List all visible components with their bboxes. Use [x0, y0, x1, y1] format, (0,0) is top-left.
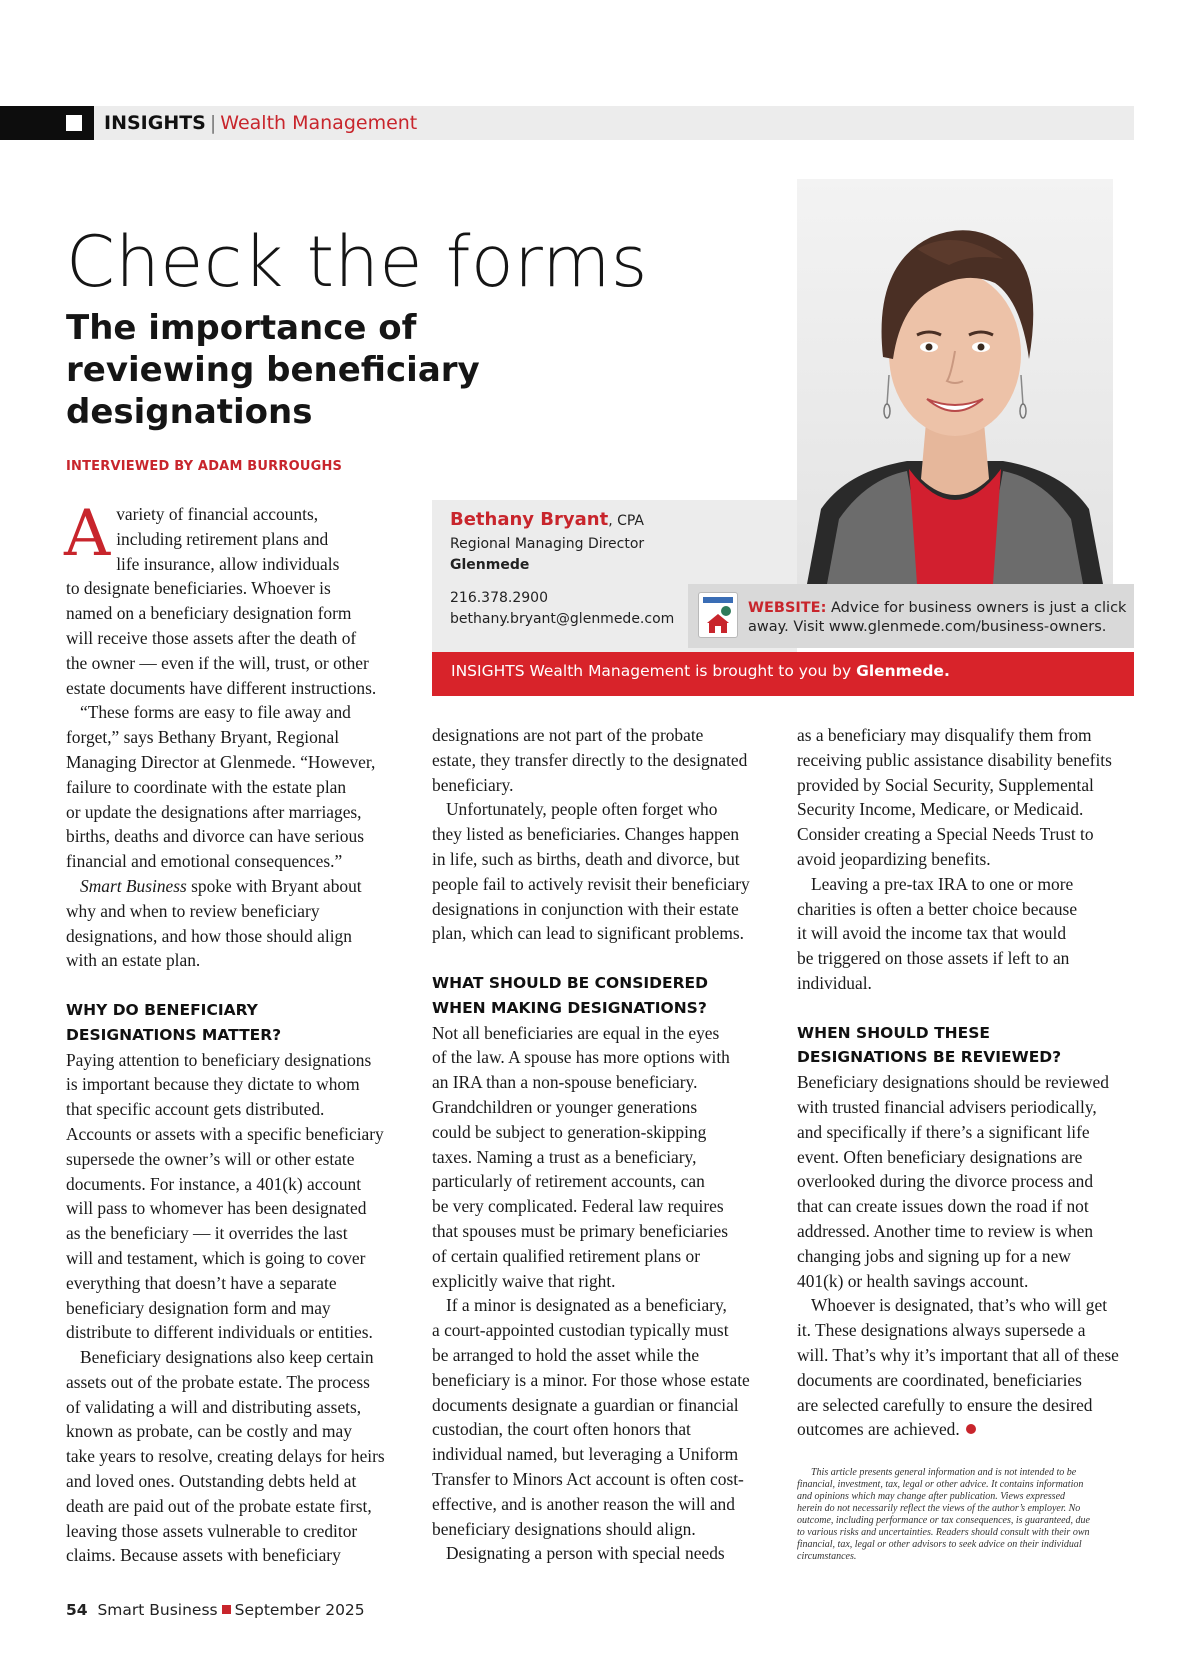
text-line: are selected carefully to ensure the desired	[797, 1394, 1093, 1415]
text-line: will. That’s why it’s important that all of these	[797, 1344, 1119, 1365]
text-line: be triggered on those assets if left to an	[797, 948, 1070, 969]
profile-title: Regional Managing Director	[450, 536, 645, 552]
sponsor-text: INSIGHTS Wealth Management is brought to you by	[451, 662, 857, 680]
text-line: charities is often a better choice because	[797, 898, 1078, 919]
text-line: why and when to review beneficiary	[66, 900, 320, 921]
section-category: Wealth Management	[220, 112, 418, 134]
publication-name: Smart Business	[97, 1601, 218, 1619]
text-line: will receive those assets after the death of	[66, 627, 357, 648]
text-line: will and testament, which is going to cover	[66, 1247, 366, 1268]
text-line: “These forms are easy to file away and	[80, 702, 351, 723]
profile-credential: , CPA	[608, 513, 645, 529]
text-line: Leaving a pre-tax IRA to one or more	[811, 873, 1074, 894]
text-line: claims. Because assets with beneficiary	[66, 1545, 341, 1566]
text-line: to designate beneficiaries. Whoever is	[66, 578, 331, 599]
text-line: designations in conjunction with their estate	[432, 898, 739, 919]
text-line: beneficiary designation form and may	[66, 1297, 331, 1318]
website-text-line1: Advice for business owners is just a click	[831, 600, 1127, 616]
issue-date: September 2025	[234, 1601, 365, 1619]
text-line: documents designate a guardian or financial	[432, 1394, 739, 1415]
portrait-photo	[797, 179, 1113, 584]
text-line: be arranged to hold the asset while the	[432, 1344, 700, 1365]
text-line: death are paid out of the probate estate first,	[66, 1495, 372, 1516]
footer-square-icon	[222, 1605, 231, 1614]
text-line: could be subject to generation-skipping	[432, 1121, 707, 1142]
text-line: explicitly waive that right.	[432, 1270, 616, 1291]
disclaimer-line: herein do not necessarily reflect the views of the author’s employer. No	[797, 1503, 1081, 1514]
text-line: everything that doesn’t have a separate	[66, 1272, 337, 1293]
text-line: including retirement plans and	[116, 528, 329, 549]
disclaimer-line: This article presents general information and is not intended to be	[811, 1467, 1077, 1478]
section-bar	[0, 106, 1134, 140]
text-line: in life, such as births, death and divorce, but	[432, 848, 740, 869]
article-column-1	[64, 497, 411, 1568]
text-line: that spouses must be primary beneficiaries	[432, 1220, 729, 1241]
text-line: avoid jeopardizing benefits.	[797, 848, 991, 869]
section-separator: |	[209, 112, 217, 134]
text-line: Security Income, Medicare, or Medicaid.	[797, 799, 1084, 820]
disclaimer-line: and opinions which may change after publication. Views expressed	[797, 1491, 1066, 1502]
page-footer	[66, 1601, 365, 1619]
text-line: Not all beneficiaries are equal in the eyes	[432, 1022, 720, 1043]
text-line: be very complicated. Federal law requires	[432, 1196, 724, 1217]
text-line: people fail to actively revisit their beneficiary	[432, 873, 750, 894]
text-line: event. Often beneficiary designations are	[797, 1146, 1083, 1167]
text-line: an IRA than a non-spouse beneficiary.	[432, 1072, 698, 1093]
text-line: beneficiary.	[432, 774, 514, 795]
text-line: receiving public assistance disability benefits	[797, 749, 1112, 770]
text-line: failure to coordinate with the estate plan	[66, 776, 347, 797]
text-line: Beneficiary designations should be reviewed	[797, 1072, 1109, 1093]
text-line: estate documents have different instructions.	[66, 677, 377, 698]
text-line: Paying attention to beneficiary designations	[66, 1049, 372, 1070]
text-line: supersede the owner’s will or other estate	[66, 1148, 355, 1169]
disclaimer-line: to various risks and uncertainties. Readers should consult with their own	[797, 1527, 1090, 1538]
text-line: beneficiary is a minor. For those whose estate	[432, 1369, 750, 1390]
text-line: distribute to different individuals or entities.	[66, 1322, 373, 1343]
heading-line: WHY DO BENEFICIARY	[66, 1000, 258, 1019]
text-line: overlooked during the divorce process and	[797, 1171, 1094, 1192]
section-heading	[797, 1021, 1142, 1071]
section-label: INSIGHTS	[104, 112, 206, 134]
text-line: of the law. A spouse has more options with	[432, 1047, 730, 1068]
text-line: Managing Director at Glenmede. “However,	[66, 751, 376, 772]
disclaimer	[797, 1467, 1127, 1563]
website-label: WEBSITE:	[748, 600, 827, 616]
subhead: The importance of reviewing beneficiary designations	[66, 308, 480, 432]
text-line: variety of financial accounts,	[116, 504, 319, 524]
text-line: of validating a will and distributing assets,	[66, 1396, 362, 1417]
text-line	[797, 1417, 1142, 1442]
text-line: births, deaths and divorce can have serious	[66, 826, 364, 847]
sponsor-brand: Glenmede.	[856, 662, 950, 680]
text-line: custodian, the court often honors that	[432, 1419, 691, 1440]
website-box	[688, 584, 1134, 648]
text-line: with an estate plan.	[66, 950, 201, 971]
text-line: leaving those assets vulnerable to creditor	[66, 1520, 358, 1541]
heading-line: DESIGNATIONS BE REVIEWED?	[797, 1048, 1062, 1067]
disclaimer-line: financial, investment, tax, legal or other advice. It contains information	[797, 1479, 1084, 1490]
text-line: changing jobs and signing up for a new	[797, 1245, 1071, 1266]
text-line: individual.	[797, 972, 872, 993]
text-line: addressed. Another time to review is when	[797, 1220, 1094, 1241]
text-line: named on a beneficiary designation form	[66, 603, 352, 624]
text-line: as a beneficiary may disqualify them from	[797, 725, 1092, 745]
text-line: with trusted financial advisers periodically,	[797, 1096, 1097, 1117]
text-line: is important because they dictate to whom	[66, 1074, 360, 1095]
text-line: plan, which can lead to significant problems.	[432, 923, 744, 944]
article-column-2	[432, 723, 777, 1566]
text-line	[66, 874, 411, 899]
text-line: known as probate, can be costly and may	[66, 1421, 352, 1442]
square-icon	[66, 115, 82, 131]
text-line: beneficiary designations should align.	[432, 1518, 696, 1539]
portrait-illustration	[797, 179, 1113, 584]
text-line: as the beneficiary — it overrides the last	[66, 1223, 348, 1244]
profile-name: Bethany Bryant	[450, 509, 609, 530]
text-line: Unfortunately, people often forget who	[446, 799, 718, 820]
intro-paragraph	[64, 497, 411, 700]
text-line: designations, and how those should align	[66, 925, 352, 946]
text-line: Designating a person with special needs	[446, 1543, 725, 1564]
text-line: the owner — even if the will, trust, or other	[66, 652, 369, 673]
text-line: life insurance, allow individuals	[116, 553, 340, 574]
website-icon	[698, 592, 738, 638]
page-number: 54	[66, 1601, 88, 1619]
text-line: individual named, but leveraging a Uniform	[432, 1444, 739, 1465]
text-line: they listed as beneficiaries. Changes happen	[432, 824, 740, 845]
heading-line: WHAT SHOULD BE CONSIDERED	[432, 973, 708, 992]
text-line: that specific account gets distributed.	[66, 1099, 325, 1120]
text-line: Transfer to Minors Act account is often cost-	[432, 1468, 744, 1489]
text-line: of certain qualified retirement plans or	[432, 1245, 700, 1266]
text-line: If a minor is designated as a beneficiary,	[446, 1295, 727, 1316]
disclaimer-line: financial, tax, legal or other advisors to seek advice on their individual	[797, 1539, 1082, 1550]
sponsor-bar	[432, 652, 1134, 696]
headline: Check the forms	[66, 221, 648, 303]
text-line: effective, and is another reason the will and	[432, 1493, 735, 1514]
text-line: provided by Social Security, Supplemental	[797, 774, 1094, 795]
text-line: particularly of retirement accounts, can	[432, 1171, 705, 1192]
publication-italic: Smart Business	[80, 875, 187, 896]
profile-name-line	[450, 509, 644, 530]
section-heading	[432, 971, 777, 1021]
text-line: Grandchildren or younger generations	[432, 1096, 698, 1117]
text-line: taxes. Naming a trust as a beneficiary,	[432, 1146, 697, 1167]
website-text	[748, 599, 1128, 637]
text-line: forget,” says Bethany Bryant, Regional	[66, 727, 340, 748]
text-line: take years to resolve, creating delays for heirs	[66, 1446, 385, 1467]
text-line: documents. For instance, a 401(k) account	[66, 1173, 362, 1194]
text-line: assets out of the probate estate. The process	[66, 1371, 370, 1392]
article-column-3	[797, 723, 1142, 1442]
disclaimer-line: outcome, including performance or tax consequences, is guaranteed, due	[797, 1515, 1090, 1526]
text-line: and specifically if there’s a significant life	[797, 1121, 1090, 1142]
heading-line: WHEN SHOULD THESE	[797, 1023, 990, 1042]
text-line: Accounts or assets with a specific beneficiary	[66, 1123, 384, 1144]
text-span: outcomes are achieved.	[797, 1419, 960, 1440]
text-line: documents are coordinated, beneficiaries	[797, 1369, 1082, 1390]
text-line: Consider creating a Special Needs Trust to	[797, 824, 1094, 845]
heading-line: WHEN MAKING DESIGNATIONS?	[432, 998, 707, 1017]
text-line: estate, they transfer directly to the designated	[432, 749, 748, 770]
text-line: financial and emotional consequences.”	[66, 851, 343, 872]
text-line: Whoever is designated, that’s who will get	[811, 1295, 1108, 1316]
profile-phone: 216.378.2900	[450, 590, 548, 606]
text-line: a court-appointed custodian typically must	[432, 1320, 729, 1341]
section-title	[104, 112, 417, 134]
text-line: it. These designations always supersede a	[797, 1320, 1086, 1341]
text-line: and loved ones. Outstanding debts held at	[66, 1471, 357, 1492]
heading-line: DESIGNATIONS MATTER?	[66, 1025, 282, 1044]
byline: INTERVIEWED BY ADAM BURROUGHS	[66, 459, 343, 474]
end-mark-icon	[966, 1424, 976, 1434]
text-line: will pass to whomever has been designated	[66, 1198, 367, 1219]
text-line: Beneficiary designations also keep certain	[80, 1347, 374, 1368]
text-line: or update the designations after marriages,	[66, 801, 362, 822]
profile-email[interactable]: bethany.bryant@glenmede.com	[450, 611, 675, 627]
text-line: designations are not part of the probate	[432, 725, 704, 745]
disclaimer-line: circumstances.	[797, 1551, 857, 1562]
website-text-line2[interactable]: away. Visit www.glenmede.com/business-owners.	[748, 619, 1107, 635]
profile-company: Glenmede	[450, 557, 530, 573]
text-line: that can create issues down the road if not	[797, 1196, 1089, 1217]
text-line: it will avoid the income tax that would	[797, 923, 1067, 944]
dropcap: A	[64, 497, 111, 571]
text-line: 401(k) or health savings account.	[797, 1270, 1029, 1291]
section-heading	[66, 998, 411, 1048]
text-span: spoke with Bryant about	[186, 875, 362, 896]
